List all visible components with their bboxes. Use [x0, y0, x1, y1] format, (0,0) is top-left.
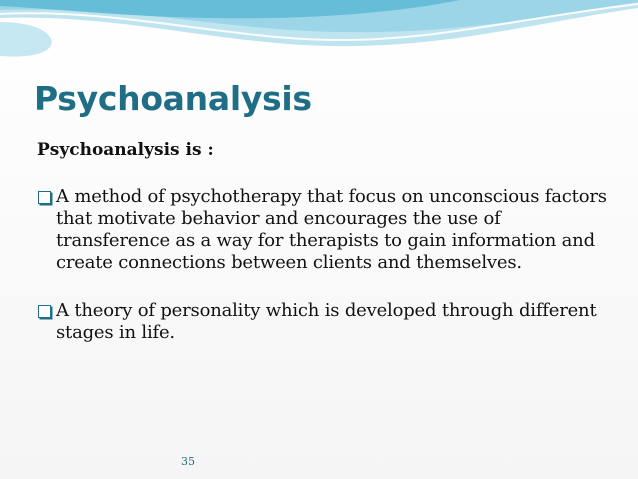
bullet-item	[38, 300, 608, 344]
bullet-text: A method of psychotherapy that focus on unconscious factors that motivate behavior and encourages the use of transference as a way for therapists to gain information and create connections between clients and themselves.	[56, 186, 607, 273]
slide-subtitle: Psychoanalysis is :	[37, 140, 214, 160]
bullet-text: A theory of personality which is developed through different stages in life.	[56, 300, 597, 343]
bullet-item	[38, 186, 608, 274]
slide-title: Psychoanalysis	[34, 79, 312, 118]
checkbox-bullet-icon	[38, 191, 51, 204]
checkbox-bullet-icon	[38, 305, 51, 318]
bullet-list	[38, 186, 608, 344]
header-wave-decoration	[0, 0, 638, 80]
wave-left-swirl	[0, 22, 52, 56]
page-number: 35	[181, 455, 195, 468]
